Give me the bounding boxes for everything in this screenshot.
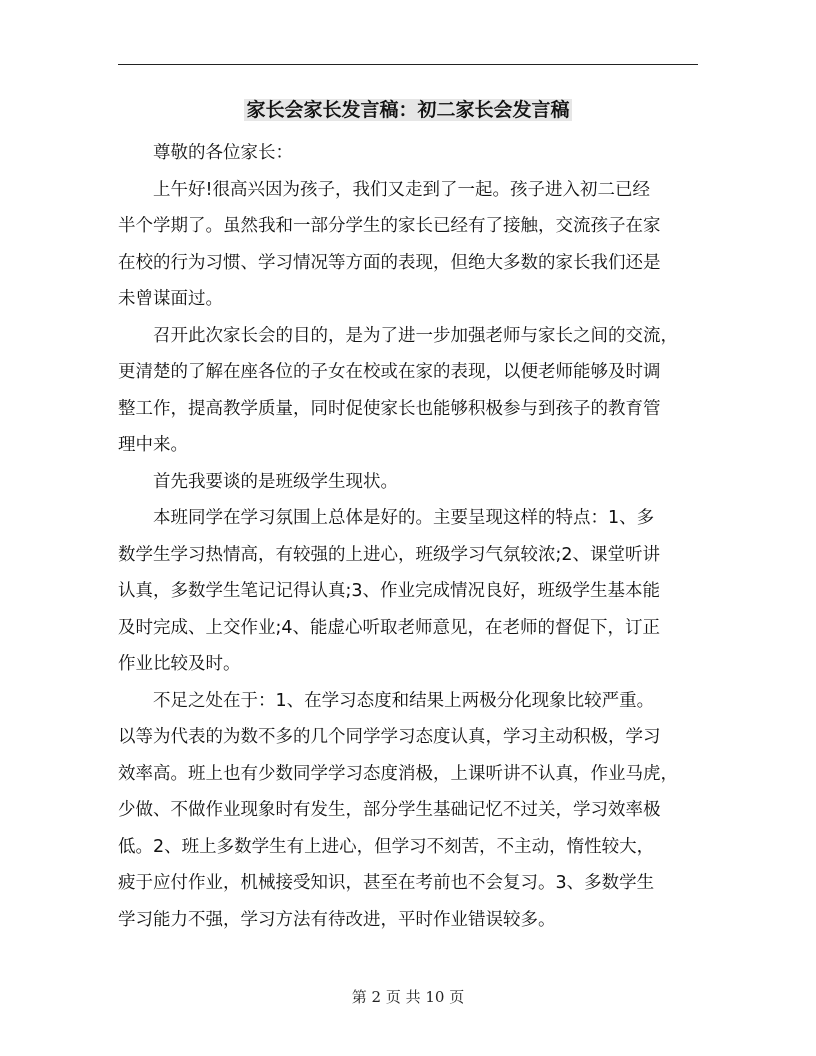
paragraph-line: 以等为代表的为数不多的几个同学学习态度认真，学习主动积极，学习 — [118, 727, 661, 747]
paragraph-line: 更清楚的了解在座各位的子女在校或在家的表现，以便老师能够及时调 — [118, 362, 661, 382]
document-title-text: 家长会家长发言稿：初二家长会发言稿 — [246, 99, 570, 121]
paragraph-line: 首先我要谈的是班级学生现状。 — [153, 471, 398, 492]
paragraph-line: 作业比较及时。 — [118, 654, 241, 674]
page-number-footer: 第 2 页 共 10 页 — [351, 988, 465, 1006]
paragraph-line: 及时完成、上交作业;4、能虚心听取老师意见，在老师的督促下，订正 — [118, 617, 661, 638]
paragraph-line: 少做、不做作业现象时有发生，部分学生基础记忆不过关，学习效率极 — [118, 800, 661, 820]
paragraph-line: 低。2、班上多数学生有上进心，但学习不刻苦，不主动，惰性较大， — [118, 836, 655, 857]
paragraph-line: 疲于应付作业，机械接受知识，甚至在考前也不会复习。3、多数学生 — [118, 873, 655, 893]
paragraph-line: 认真，多数学生笔记记得认真;3、作业完成情况良好，班级学生基本能 — [118, 581, 661, 601]
paragraph-line: 不足之处在于：1、在学习态度和结果上两极分化现象比较严重。 — [153, 690, 655, 711]
document-title — [0, 96, 816, 124]
paragraph-strengths — [118, 500, 708, 683]
paragraph-line: 理中来。 — [118, 435, 188, 455]
paragraph-purpose — [118, 318, 708, 464]
paragraph-line: 整工作，提高教学质量，同时促使家长也能够积极参与到孩子的教育管 — [118, 398, 661, 419]
header-rule — [118, 64, 698, 65]
paragraph-line: 召开此次家长会的目的，是为了进一步加强老师与家长之间的交流， — [153, 325, 678, 346]
document-body — [118, 135, 708, 938]
paragraph-line: 半个学期了。虽然我和一部分学生的家长已经有了接触，交流孩子在家 — [118, 216, 661, 236]
paragraph-line: 未曾谋面过。 — [118, 289, 223, 309]
paragraph-topic — [118, 464, 708, 501]
paragraph-line: 本班同学在学习氛围上总体是好的。主要呈现这样的特点：1、多 — [153, 508, 655, 528]
paragraph-greeting — [118, 172, 708, 318]
paragraph-line: 在校的行为习惯、学习情况等方面的表现，但绝大多数的家长我们还是 — [118, 252, 661, 273]
paragraph-line: 数学生学习热情高，有较强的上进心，班级学习气氛较浓;2、课堂听讲 — [118, 544, 661, 565]
paragraph-line: 学习能力不强，学习方法有待改进，平时作业错误较多。 — [118, 909, 556, 930]
paragraph-line: 尊敬的各位家长： — [153, 143, 293, 163]
paragraph-line: 上午好!很高兴因为孩子，我们又走到了一起。孩子进入初二已经 — [153, 179, 651, 200]
paragraph-salutation — [118, 135, 708, 172]
paragraph-weaknesses — [118, 683, 708, 939]
paragraph-line: 效率高。班上也有少数同学学习态度消极，上课听讲不认真，作业马虎， — [118, 763, 678, 784]
